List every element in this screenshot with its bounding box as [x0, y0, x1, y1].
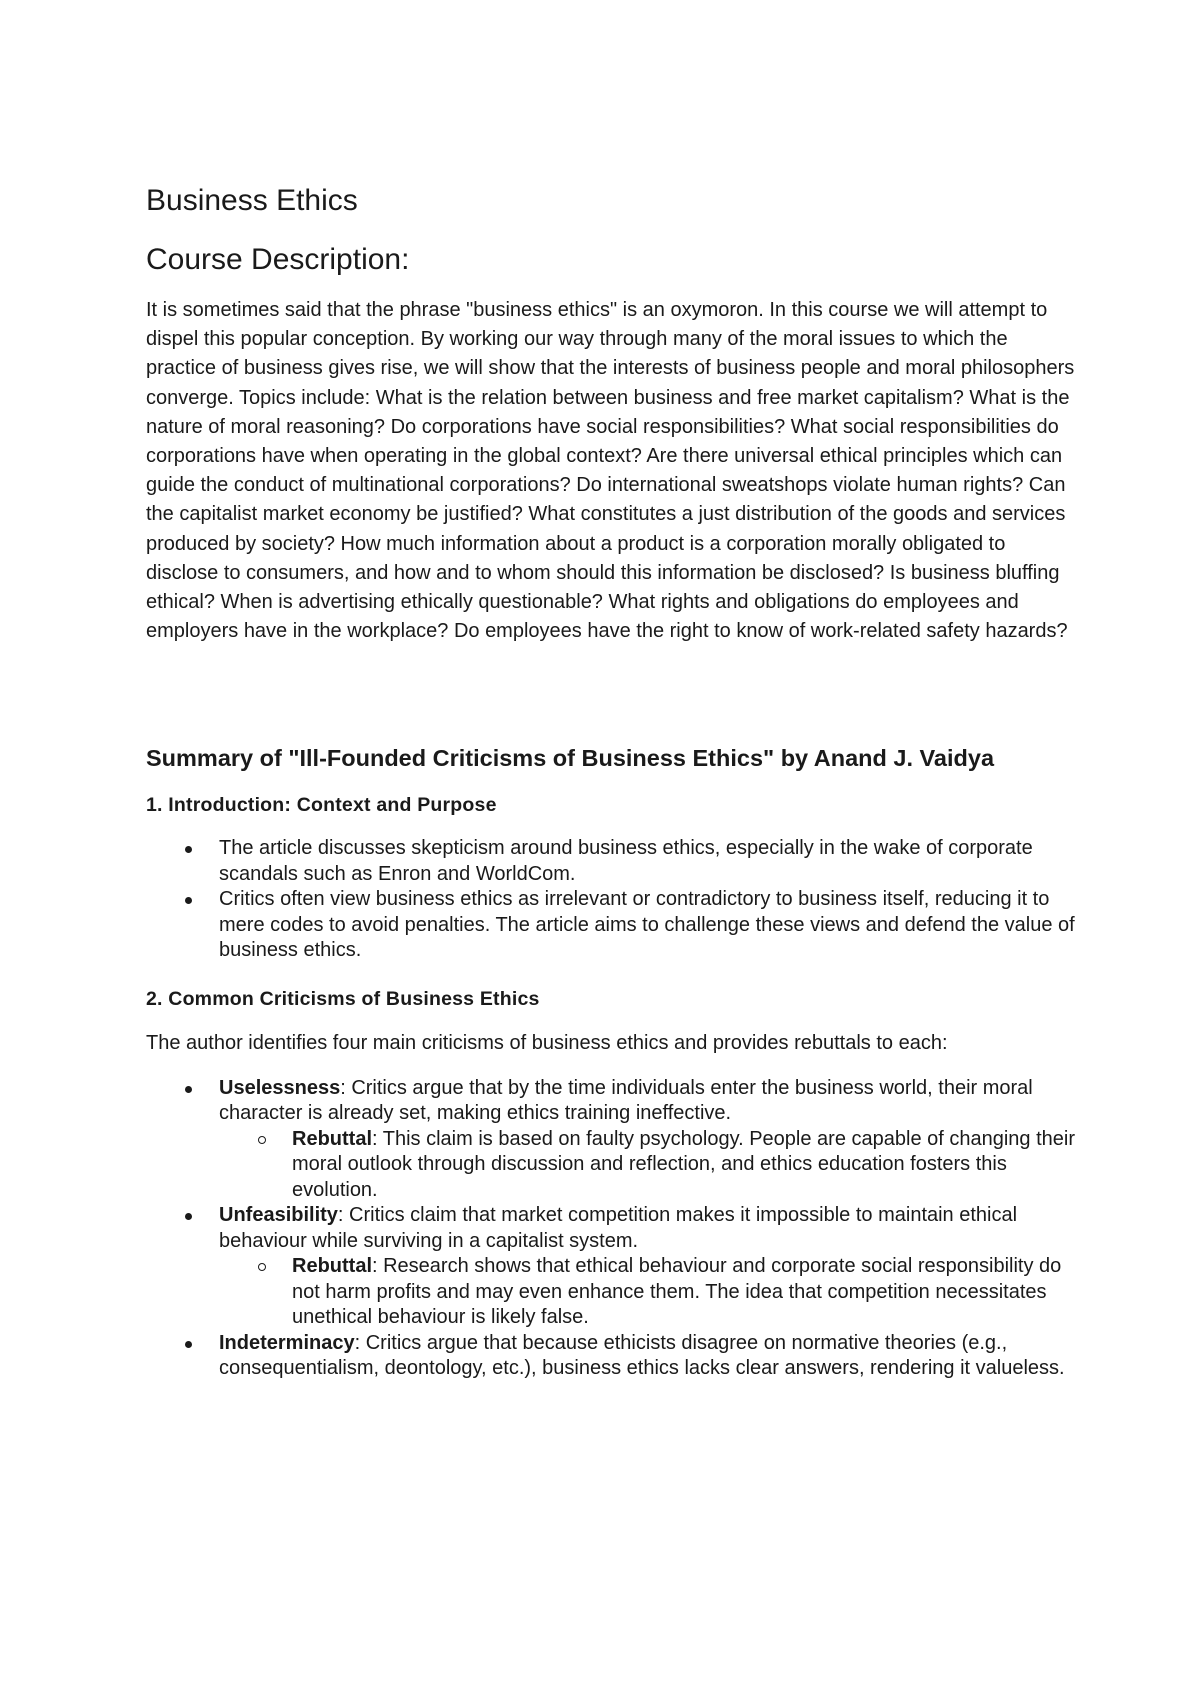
- criticism-indeterminacy: [219, 1331, 1076, 1382]
- document-title: Business Ethics: [146, 184, 358, 217]
- criticism-unfeasibility: [219, 1203, 1076, 1331]
- course-description-paragraph: It is sometimes said that the phrase "business ethics" is an oxymoron. In this course we will attempt to dispel this popular conception. By working our way through many of the moral issues to which the practice of business gives rise, we will show that the interests of business people and moral philosophers converge. Topics include: What is the relation between business and free market capitalism? What is the nature of moral reasoning? Do corporations have social responsibilities? What social responsibilities do corporations have when operating in the global context? Are there universal ethical principles which can guide the conduct of multinational corporations? Do international sweatshops violate human rights? Can the capitalist market economy be justified? What constitutes a just distribution of the goods and services produced by society? How much information about a product is a corporation morally obligated to disclose to consumers, and how and to whom should this information be disclosed? Is business bluffing ethical? When is advertising ethically questionable? What rights and obligations do employees and employers have in the workplace? Do employees have the right to know of work-related safety hazards?: [146, 299, 1075, 643]
- section-2-heading: 2. Common Criticisms of Business Ethics: [146, 987, 540, 1010]
- criticism-uselessness: [219, 1076, 1076, 1204]
- rebuttal-text: : This claim is based on faulty psychology. People are capable of changing their moral outlook through discussion and reflection, and ethics education fosters this evolution.: [292, 1127, 1076, 1201]
- rebuttal-item: [292, 1127, 1076, 1204]
- criticism-text: : Critics argue that because ethicists disagree on normative theories (e.g., consequentialism, deontology, etc.), business ethics lacks clear answers, rendering it valueless.: [219, 1331, 1065, 1380]
- criticism-text: : Critics argue that by the time individuals enter the business world, their moral character is already set, making ethics training ineffective.: [219, 1076, 1033, 1125]
- section-2-intro: The author identifies four main criticisms of business ethics and provides rebuttals to each:: [146, 1031, 948, 1054]
- rebuttal-term: Rebuttal: [292, 1255, 372, 1278]
- rebuttal-list: [219, 1254, 1076, 1331]
- rebuttal-list: [219, 1127, 1076, 1204]
- criticism-term: Unfeasibility: [219, 1204, 338, 1227]
- rebuttal-term: Rebuttal: [292, 1127, 372, 1150]
- criticism-text: : Critics claim that market competition makes it impossible to maintain ethical behaviour while surviving in a capitalist system.: [219, 1204, 1018, 1252]
- criticism-term: Uselessness: [219, 1076, 341, 1099]
- list-item: Critics often view business ethics as irrelevant or contradictory to business itself, reducing it to mere codes to avoid penalties. The article aims to challenge these views and defend the value of business ethics.: [219, 887, 1076, 964]
- course-description-heading: Course Description:: [146, 243, 410, 276]
- list-item: The article discusses skepticism around business ethics, especially in the wake of corporate scandals such as Enron and WorldCom.: [219, 836, 1076, 887]
- summary-heading: Summary of "Ill-Founded Criticisms of Business Ethics" by Anand J. Vaidya: [146, 745, 995, 772]
- rebuttal-item: [292, 1254, 1076, 1331]
- criticisms-list: [146, 1076, 1076, 1382]
- section-1-heading: 1. Introduction: Context and Purpose: [146, 794, 497, 817]
- document-page: [146, 178, 1076, 1404]
- rebuttal-text: : Research shows that ethical behaviour and corporate social responsibility do not harm profits and may even enhance them. The idea that competition necessitates unethical behaviour is likely false.: [292, 1255, 1062, 1329]
- criticism-term: Indeterminacy: [219, 1331, 355, 1354]
- section-1-bullet-list: [146, 836, 1076, 964]
